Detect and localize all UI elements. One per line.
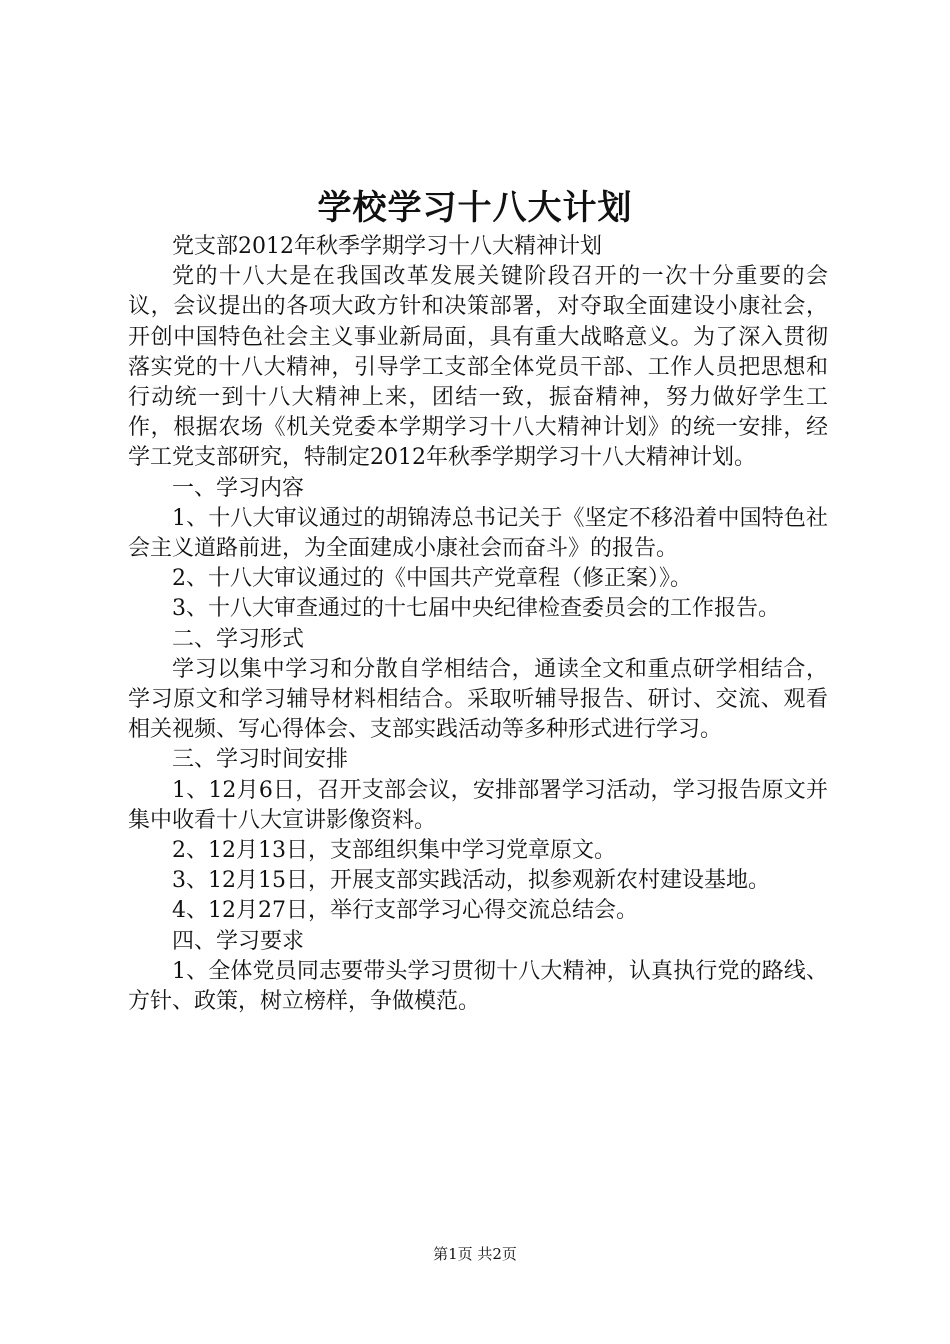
paragraph-content-2: 2、十八大审议通过的《中国共产党章程（修正案）》。 (172, 566, 692, 592)
paragraph-content-3: 3、十八大审查通过的十七届中央纪律检查委员会的工作报告。 (172, 596, 780, 622)
page-footer: 第1页 共2页 (433, 1245, 517, 1263)
paragraph-subtitle: 党支部2012年秋季学期学习十八大精神计划 (172, 234, 602, 259)
paragraph-schedule-1: 1、12月6日，召开支部会议，安排部署学习活动，学习报告原文并集中收看十八大宣讲影像资料。 (128, 777, 828, 833)
section-heading-schedule: 三、学习时间安排 (172, 747, 349, 773)
paragraph-intro: 党的十八大是在我国改革发展关键阶段召开的一次十分重要的会议，会议提出的各项大政方针和决策部署，对夺取全面建设小康社会，开创中国特色社会主义事业新局面，具有重大战略意义。为了深入贯彻落实党的十八大精神，引导学工支部全体党员干部、工作人员把思想和行动统一到十八大精神上来，团结一致，振奋精神，努力做好学生工作，根据农场《机关党委本学期学习十八大精神计划》的统一安排，经学工党支部研究，特制定2012年秋季学期学习十八大精神计划。 (128, 264, 828, 471)
paragraph-schedule-2: 2、12月13日，支部组织集中学习党章原文。 (172, 838, 616, 864)
paragraph-schedule-4: 4、12月27日，举行支部学习心得交流总结会。 (172, 898, 638, 924)
section-heading-form: 二、学习形式 (172, 626, 305, 652)
section-heading-content: 一、学习内容 (172, 475, 305, 501)
document-title: 学校学习十八大计划 (317, 188, 633, 228)
paragraph-schedule-3: 3、12月15日，开展支部实践活动，拟参观新农村建设基地。 (172, 868, 770, 894)
section-heading-requirements: 四、学习要求 (172, 928, 305, 954)
paragraph-form: 学习以集中学习和分散自学相结合，通读全文和重点研学相结合，学习原文和学习辅导材料相结合。采取听辅导报告、研讨、交流、观看相关视频、写心得体会、支部实践活动等多种形式进行学习。 (128, 656, 828, 743)
paragraph-content-1: 1、十八大审议通过的胡锦涛总书记关于《坚定不移沿着中国特色社会主义道路前进，为全面建成小康社会而奋斗》的报告。 (128, 505, 828, 562)
paragraph-requirement-1: 1、全体党员同志要带头学习贯彻十八大精神，认真执行党的路线、方针、政策，树立榜样，争做模范。 (128, 958, 828, 1015)
document-body (128, 232, 828, 1017)
